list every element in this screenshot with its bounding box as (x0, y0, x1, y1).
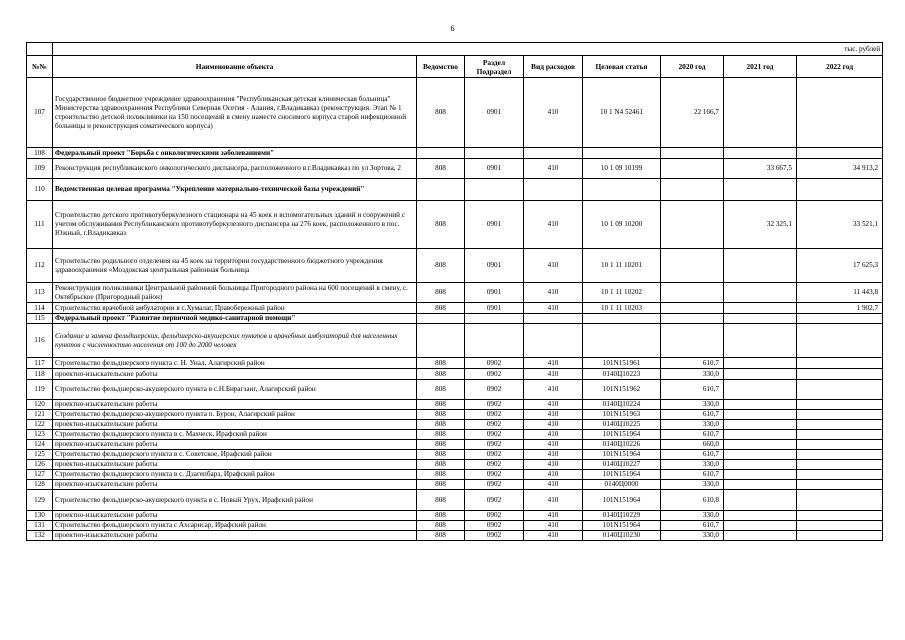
row-name: проектно-изыскательские работы (53, 531, 417, 541)
row-dept: 808 (417, 490, 465, 511)
row-section: 0902 (465, 440, 524, 450)
row-section (465, 179, 524, 201)
row-dept: 808 (417, 369, 465, 380)
row-section: 0902 (465, 460, 524, 470)
header-expense: Вид расходов (524, 56, 583, 78)
row-2021 (724, 450, 797, 460)
row-num: 126 (27, 460, 53, 470)
header-2020: 2020 год (661, 56, 724, 78)
row-2021: 33 667,5 (724, 159, 797, 179)
row-2020: 610,7 (661, 430, 724, 440)
row-num: 114 (27, 303, 53, 314)
row-name: Строительство детского противотуберкулезного стационара на 45 коек и вспомогательных зданий и сооружений с учетом обслуживания Республиканского противотуберкулезного диспансера на 276 коек, расположенного в пос. Южный, г.Владикавказ (53, 201, 417, 249)
row-2021 (724, 78, 797, 148)
row-2022 (797, 420, 883, 430)
row-dept: 808 (417, 358, 465, 369)
row-2020: 330,0 (661, 369, 724, 380)
row-dept: 808 (417, 400, 465, 410)
row-name: Строительство фельдшерско-акушерского пункта в с. Новый Урух, Ирафский район (53, 490, 417, 511)
row-num: 121 (27, 410, 53, 420)
row-2020: 330,0 (661, 460, 724, 470)
row-2022 (797, 400, 883, 410)
row-2022 (797, 521, 883, 531)
table-row (27, 148, 883, 159)
row-expense: 410 (524, 410, 583, 420)
row-name: Строительство фельдшерско-акушерского пункта п. Бурон, Алагирский район (53, 410, 417, 420)
table-row (27, 314, 883, 324)
row-2020 (661, 283, 724, 303)
row-2021 (724, 521, 797, 531)
table-row (27, 531, 883, 541)
row-2020 (661, 324, 724, 358)
row-2020: 610,7 (661, 358, 724, 369)
row-num: 108 (27, 148, 53, 159)
row-2020: 330,0 (661, 531, 724, 541)
row-num: 112 (27, 249, 53, 283)
unit-label: тыс. рублей (53, 43, 883, 56)
row-section: 0901 (465, 201, 524, 249)
row-2020: 330,0 (661, 420, 724, 430)
row-name: Строительство родильного отделения на 45 коек на территории государственного бюджетного учреждения здравоохранения «Моздокская центральная районная больница (53, 249, 417, 283)
row-2020 (661, 148, 724, 159)
page-number: 6 (450, 24, 455, 33)
row-dept: 808 (417, 440, 465, 450)
row-2020: 610,7 (661, 450, 724, 460)
row-num: 107 (27, 78, 53, 148)
row-name: Строительство фельдшерского пункта в с. Дзагепбарз, Ирафский район (53, 470, 417, 480)
row-2022 (797, 324, 883, 358)
row-dept: 808 (417, 450, 465, 460)
header-target: Целевая статья (583, 56, 661, 78)
row-section: 0901 (465, 159, 524, 179)
row-section (465, 324, 524, 358)
row-2020: 610,7 (661, 380, 724, 400)
row-2020: 22 166,7 (661, 78, 724, 148)
row-2022 (797, 440, 883, 450)
row-2020: 610,7 (661, 410, 724, 420)
row-2021 (724, 490, 797, 511)
row-target: 0140Ц10227 (583, 460, 661, 470)
row-target: 101N151964 (583, 490, 661, 511)
row-name: Государственное бюджетное учреждение здравоохранения "Республиканская детская клиническая больница" Министерства здравоохранения Республики Северная Осетия - Алания, г.Владикавказ (реконструкция. Этап № 1 строительство детской поликлиники на 150 посещений в смену наместе сносимого корпуса старой инфекционной больницы и реконструкция соматического корпуса) (53, 78, 417, 148)
row-dept: 808 (417, 303, 465, 314)
row-section: 0902 (465, 521, 524, 531)
row-expense (524, 324, 583, 358)
row-2022 (797, 490, 883, 511)
row-2022 (797, 410, 883, 420)
row-dept (417, 324, 465, 358)
row-expense: 410 (524, 511, 583, 521)
row-name: проектно-изыскательские работы (53, 511, 417, 521)
row-dept: 808 (417, 531, 465, 541)
row-target: 101N151964 (583, 521, 661, 531)
row-target (583, 148, 661, 159)
row-2021 (724, 148, 797, 159)
row-num: 129 (27, 490, 53, 511)
row-dept: 808 (417, 380, 465, 400)
row-2022 (797, 450, 883, 460)
row-target: 10 1 11 10203 (583, 303, 661, 314)
row-name: проектно-изыскательские работы (53, 369, 417, 380)
table-row (27, 283, 883, 303)
row-num: 109 (27, 159, 53, 179)
table-row (27, 369, 883, 380)
row-2021 (724, 369, 797, 380)
row-num: 122 (27, 420, 53, 430)
row-name: Строительство фельдшерско-акушерского пункта в с.Н.Бирагзанг, Алагирский район (53, 380, 417, 400)
row-section: 0902 (465, 410, 524, 420)
row-2021 (724, 410, 797, 420)
table-row (27, 358, 883, 369)
row-section: 0902 (465, 380, 524, 400)
row-2020 (661, 159, 724, 179)
row-2021 (724, 420, 797, 430)
row-2021 (724, 440, 797, 450)
row-expense: 410 (524, 430, 583, 440)
row-target: 0140Ц10224 (583, 400, 661, 410)
table-row (27, 460, 883, 470)
row-target: 10 1 09 10199 (583, 159, 661, 179)
row-dept: 808 (417, 283, 465, 303)
row-expense (524, 179, 583, 201)
row-2020: 610,8 (661, 490, 724, 511)
row-expense: 410 (524, 490, 583, 511)
row-expense (524, 314, 583, 324)
row-2021 (724, 249, 797, 283)
table-row (27, 78, 883, 148)
row-section (465, 148, 524, 159)
row-expense: 410 (524, 283, 583, 303)
row-2020: 330,0 (661, 480, 724, 490)
row-2022 (797, 470, 883, 480)
row-num: 119 (27, 380, 53, 400)
row-name: проектно-изыскательские работы (53, 420, 417, 430)
row-target: 101N151963 (583, 410, 661, 420)
row-dept: 808 (417, 470, 465, 480)
row-2022 (797, 380, 883, 400)
row-dept: 808 (417, 430, 465, 440)
row-2022: 17 625,3 (797, 249, 883, 283)
row-section: 0902 (465, 400, 524, 410)
row-target (583, 324, 661, 358)
row-dept (417, 179, 465, 201)
row-dept (417, 148, 465, 159)
row-2022: 34 913,2 (797, 159, 883, 179)
row-2021 (724, 303, 797, 314)
row-name: Строительство врачебной амбулатории в с.Хумалаг, Правобережный район (53, 303, 417, 314)
row-section: 0902 (465, 470, 524, 480)
row-2022 (797, 78, 883, 148)
row-section: 0902 (465, 450, 524, 460)
table-row (27, 480, 883, 490)
row-num: 117 (27, 358, 53, 369)
row-num: 118 (27, 369, 53, 380)
row-2020: 330,0 (661, 511, 724, 521)
row-2022 (797, 179, 883, 201)
row-expense: 410 (524, 78, 583, 148)
unit-row (27, 43, 883, 56)
row-name: Строительство фельдшерского пункта в с. Махческ, Ирафский район (53, 430, 417, 440)
row-dept (417, 314, 465, 324)
row-dept: 808 (417, 78, 465, 148)
row-dept: 808 (417, 159, 465, 179)
table-row (27, 440, 883, 450)
row-2021 (724, 380, 797, 400)
row-section: 0902 (465, 531, 524, 541)
row-2022: 1 902,7 (797, 303, 883, 314)
row-target: 0140Ц0000 (583, 480, 661, 490)
row-2020: 610,7 (661, 470, 724, 480)
row-2021 (724, 400, 797, 410)
table-row (27, 324, 883, 358)
table-row (27, 159, 883, 179)
row-2021 (724, 283, 797, 303)
row-target: 101N151964 (583, 430, 661, 440)
row-2021 (724, 324, 797, 358)
table-row (27, 380, 883, 400)
row-target: 0140Ц10226 (583, 440, 661, 450)
row-2022 (797, 460, 883, 470)
row-expense: 410 (524, 521, 583, 531)
row-name: проектно-изыскательские работы (53, 460, 417, 470)
unit-blank-cell (27, 43, 53, 56)
row-2022 (797, 480, 883, 490)
row-section: 0901 (465, 249, 524, 283)
row-name: Строительство фельдшерского пункта с. Н. Унал, Алагирский район (53, 358, 417, 369)
header-2021: 2021 год (724, 56, 797, 78)
row-num: 130 (27, 511, 53, 521)
row-num: 132 (27, 531, 53, 541)
row-target: 101N151962 (583, 380, 661, 400)
row-2022 (797, 358, 883, 369)
row-dept: 808 (417, 201, 465, 249)
row-2022 (797, 148, 883, 159)
row-name: Создание и замена фельдшерских, фельдшерско-акушерских пунктов и врачебных амбулаторий для населенных пунктов с численностью населения от 100 до 2000 человек (53, 324, 417, 358)
row-2021 (724, 470, 797, 480)
table-row (27, 249, 883, 283)
row-target: 10 1 11 10202 (583, 283, 661, 303)
row-expense: 410 (524, 450, 583, 460)
row-name: Строительство фельдшерского пункта с Ахсарисар, Ирафский район (53, 521, 417, 531)
row-name: Реконструкция поликлиники Центральной районной больницы Пригородного района на 600 посещений в смену, с. Октябрьское (Пригородный район) (53, 283, 417, 303)
row-dept: 808 (417, 511, 465, 521)
row-expense (524, 148, 583, 159)
row-expense: 410 (524, 400, 583, 410)
row-num: 123 (27, 430, 53, 440)
row-2022: 33 521,1 (797, 201, 883, 249)
row-dept: 808 (417, 410, 465, 420)
table-row (27, 420, 883, 430)
row-2021 (724, 531, 797, 541)
header-row (27, 56, 883, 78)
table-row (27, 430, 883, 440)
row-num: 116 (27, 324, 53, 358)
row-expense: 410 (524, 249, 583, 283)
table-row (27, 470, 883, 480)
table-row (27, 521, 883, 531)
row-2021 (724, 314, 797, 324)
table-row (27, 201, 883, 249)
row-target: 10 1 09 10200 (583, 201, 661, 249)
row-section: 0902 (465, 430, 524, 440)
row-target: 101N151961 (583, 358, 661, 369)
row-2022 (797, 531, 883, 541)
row-dept: 808 (417, 249, 465, 283)
row-name: Ведомственная целевая программа "Укрепление материально-технической базы учреждений" (53, 179, 417, 201)
row-expense: 410 (524, 303, 583, 314)
row-2021 (724, 430, 797, 440)
table-row (27, 303, 883, 314)
row-num: 128 (27, 480, 53, 490)
row-2021 (724, 358, 797, 369)
row-num: 131 (27, 521, 53, 531)
row-expense: 410 (524, 369, 583, 380)
row-2021 (724, 480, 797, 490)
row-expense: 410 (524, 358, 583, 369)
table-row (27, 179, 883, 201)
row-section: 0901 (465, 78, 524, 148)
row-target: 10 1 N4 52461 (583, 78, 661, 148)
row-name: проектно-изыскательские работы (53, 440, 417, 450)
row-num: 113 (27, 283, 53, 303)
row-section: 0902 (465, 369, 524, 380)
row-2020: 610,7 (661, 521, 724, 531)
row-num: 110 (27, 179, 53, 201)
row-expense: 410 (524, 460, 583, 470)
row-target: 0140Ц10223 (583, 369, 661, 380)
row-target: 10 1 11 10201 (583, 249, 661, 283)
row-2020 (661, 201, 724, 249)
header-2022: 2022 год (797, 56, 883, 78)
table-body (27, 78, 883, 541)
row-target: 0140Ц10230 (583, 531, 661, 541)
row-dept: 808 (417, 460, 465, 470)
row-section: 0902 (465, 511, 524, 521)
row-2022 (797, 314, 883, 324)
row-2020: 330,0 (661, 400, 724, 410)
row-dept: 808 (417, 420, 465, 430)
row-name: Федеральный проект "Борьба с онкологическими заболеваниями" (53, 148, 417, 159)
row-dept: 808 (417, 521, 465, 531)
row-2021: 32 325,1 (724, 201, 797, 249)
row-2021 (724, 179, 797, 201)
row-section: 0902 (465, 420, 524, 430)
row-section: 0901 (465, 303, 524, 314)
row-expense: 410 (524, 380, 583, 400)
row-num: 111 (27, 201, 53, 249)
row-2020 (661, 303, 724, 314)
row-2022 (797, 430, 883, 440)
row-dept: 808 (417, 480, 465, 490)
table-row (27, 400, 883, 410)
header-num: №№ (27, 56, 53, 78)
row-section: 0901 (465, 283, 524, 303)
row-num: 125 (27, 450, 53, 460)
header-dept: Ведомство (417, 56, 465, 78)
row-num: 120 (27, 400, 53, 410)
row-num: 115 (27, 314, 53, 324)
row-2022 (797, 511, 883, 521)
row-name: проектно-изыскательские работы (53, 480, 417, 490)
row-expense: 410 (524, 159, 583, 179)
row-section (465, 314, 524, 324)
row-expense: 410 (524, 480, 583, 490)
row-name: Строительство фельдшерского пункта в с. Советское, Ирафский район (53, 450, 417, 460)
row-2022: 11 443,8 (797, 283, 883, 303)
row-expense: 410 (524, 440, 583, 450)
row-target: 101N151964 (583, 450, 661, 460)
row-expense: 410 (524, 531, 583, 541)
row-name: проектно-изыскательские работы (53, 400, 417, 410)
row-target (583, 179, 661, 201)
row-section: 0902 (465, 490, 524, 511)
row-2021 (724, 460, 797, 470)
row-expense: 410 (524, 420, 583, 430)
table-row (27, 410, 883, 420)
row-target: 0140Ц10225 (583, 420, 661, 430)
row-num: 127 (27, 470, 53, 480)
row-section: 0902 (465, 480, 524, 490)
header-name: Наименование объекта (53, 56, 417, 78)
row-target: 101N151964 (583, 470, 661, 480)
row-2020 (661, 314, 724, 324)
row-2021 (724, 511, 797, 521)
table-row (27, 490, 883, 511)
row-num: 124 (27, 440, 53, 450)
row-expense: 410 (524, 201, 583, 249)
row-name: Реконструкция республиканского онкологического диспансера, расположенного в г.Владикавказ по ул Зортова, 2 (53, 159, 417, 179)
row-name: Федеральный проект "Развитие первичной медико-санитарной помощи" (53, 314, 417, 324)
row-2022 (797, 369, 883, 380)
table-row (27, 450, 883, 460)
row-target (583, 314, 661, 324)
row-2020 (661, 179, 724, 201)
row-2020 (661, 249, 724, 283)
row-2020: 660,0 (661, 440, 724, 450)
table-row (27, 511, 883, 521)
row-expense: 410 (524, 470, 583, 480)
budget-table (26, 42, 883, 541)
row-section: 0902 (465, 358, 524, 369)
header-section: Раздел Подраздел (465, 56, 524, 78)
row-target: 0140Ц10229 (583, 511, 661, 521)
